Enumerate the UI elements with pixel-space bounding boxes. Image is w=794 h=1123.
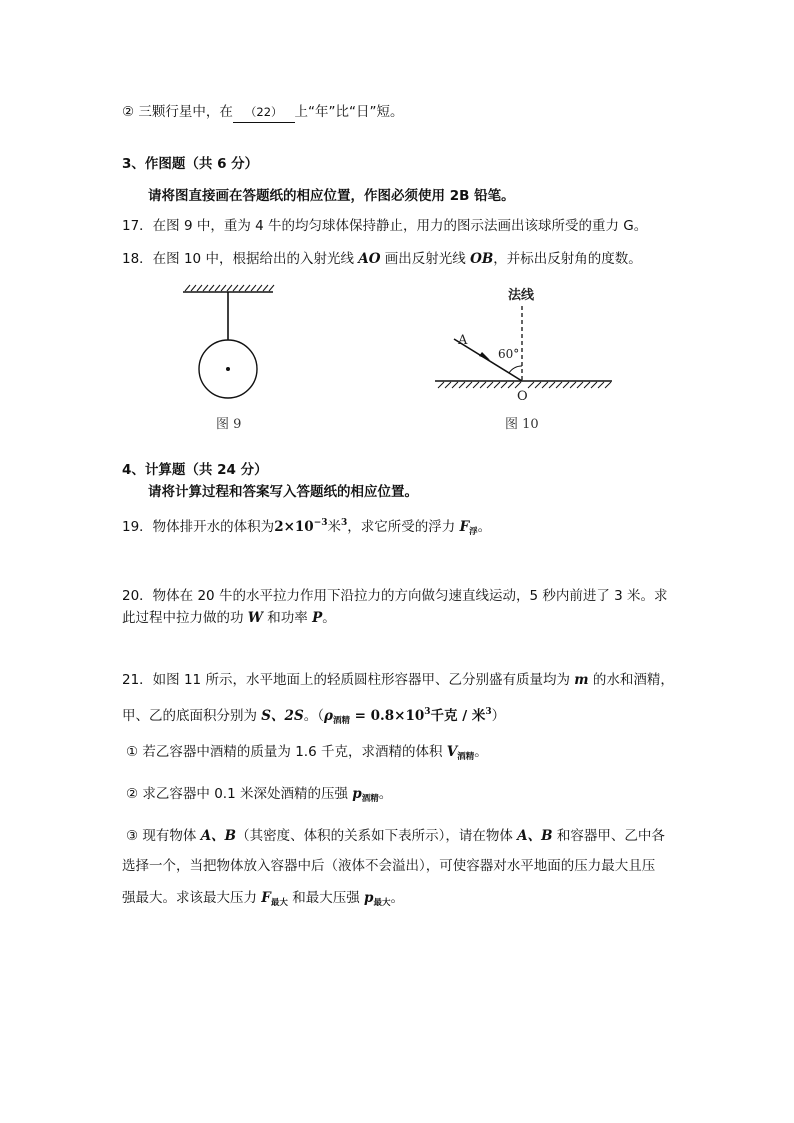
question-text: 。 (474, 744, 488, 760)
question-16-part-2 (122, 102, 404, 123)
question-20-line-1: 20．物体在 20 牛的水平拉力作用下沿拉力的方向做匀速直线运动，5 秒内前进了 3 米。求 (122, 588, 668, 604)
question-21-part-1 (126, 742, 488, 767)
density-exponent: 3 (424, 707, 431, 717)
point-a-label: A (458, 333, 468, 348)
power-symbol: P (312, 610, 323, 626)
volume-exponent: −3 (313, 518, 328, 528)
question-text: 的水和酒精， (588, 672, 674, 688)
angle-label: 60° (498, 347, 520, 361)
section-3-title: 3、作图题（共 6 分） (122, 156, 259, 172)
question-text: 。 (378, 786, 393, 802)
question-21-part-3-line-1 (126, 826, 665, 846)
pressure-subscript: 酒精 (361, 794, 379, 804)
density-unit-exponent: 3 (485, 707, 492, 717)
question-text: 。（ (303, 708, 324, 724)
circled-number: ② (126, 786, 139, 802)
force-symbol: F (261, 890, 271, 906)
mass-symbol: m (574, 672, 589, 688)
question-21-part-3-line-2: 选择一个，当把物体放入容器中后（液体不会溢出），可使容器对水平地面的压力最大且压 (122, 858, 656, 874)
question-text: 和容器甲、乙中各 (552, 828, 665, 844)
question-17: 17．在图 9 中，重为 4 牛的均匀球体保持静止，用力的图示法画出该球所受的重力 G。 (122, 218, 648, 234)
question-20-line-2 (122, 608, 336, 628)
question-text: ，并标出反射角的度数。 (493, 251, 642, 267)
buoyancy-subscript: 浮 (469, 527, 478, 537)
question-text: ） (491, 708, 506, 724)
question-21-part-2 (126, 784, 392, 809)
point-o-label: O (517, 389, 528, 402)
object-symbols: A、B (200, 828, 237, 844)
question-text: （其密度、体积的关系如下表所示），请在物体 (236, 828, 518, 844)
ray-ob-label: OB (470, 251, 494, 267)
work-symbol: W (247, 610, 263, 626)
question-text: 现有物体 (138, 828, 201, 844)
volume-symbol: V (446, 744, 458, 760)
question-text: 21．如图 11 所示，水平地面上的轻质圆柱形容器甲、乙分别盛有质量均为 (122, 672, 575, 688)
question-text: ，求它所受的浮力 (347, 519, 460, 535)
pressure-subscript: 最大 (373, 898, 391, 908)
question-19 (122, 513, 491, 542)
question-21-part-3-line-3 (122, 888, 404, 913)
circled-number: ③ (126, 828, 139, 844)
question-text: 。 (477, 519, 492, 535)
question-text: 若乙容器中酒精的质量为 1.6 千克，求酒精的体积 (138, 744, 447, 760)
question-text: 上“年”比“日”短。 (294, 104, 404, 120)
question-text: 和功率 (262, 610, 313, 626)
section-4-title: 4、计算题（共 24 分） (122, 462, 268, 478)
circled-number: ① (126, 744, 139, 760)
question-text: 。 (322, 610, 336, 626)
question-text: 甲、乙的底面积分别为 (122, 708, 262, 724)
question-text: 19．物体排开水的体积为 (122, 519, 275, 535)
question-text: 18．在图 10 中，根据给出的入射光线 (122, 251, 359, 267)
density-unit: 千克 / 米 (430, 708, 486, 724)
pressure-symbol: p (352, 786, 362, 802)
force-subscript: 最大 (270, 898, 288, 908)
question-text: 和最大压强 (287, 890, 364, 906)
volume-value: 2×10 (274, 519, 314, 535)
question-21-line-1 (122, 670, 674, 690)
pressure-symbol: p (364, 890, 374, 906)
question-text: 。 (390, 890, 404, 906)
figure-10-reflection (430, 282, 620, 402)
area-symbols: S、2S (261, 708, 304, 724)
question-18 (122, 249, 642, 269)
section-4-instruction: 请将计算过程和答案写入答题纸的相应位置。 (148, 484, 418, 500)
ray-ao-label: AO (358, 251, 381, 267)
question-text: 强最大。求该最大压力 (122, 890, 262, 906)
question-text: 求乙容器中 0.1 米深处酒精的压强 (138, 786, 353, 802)
normal-line-label: 法线 (508, 288, 535, 303)
volume-subscript: 酒精 (457, 752, 475, 762)
incident-ray-arrow (479, 352, 490, 360)
question-text: 此过程中拉力做的功 (122, 610, 248, 626)
density-subscript: 酒精 (332, 716, 350, 726)
object-symbols: A、B (517, 828, 553, 844)
unit-exponent: 3 (341, 518, 348, 528)
figure-9-hanging-ball (180, 282, 280, 407)
section-3-instruction: 请将图直接画在答题纸的相应位置，作图必须使用 2B 铅笔。 (148, 188, 515, 204)
question-text: 三颗行星中，在 (138, 104, 233, 120)
volume-unit: 米 (327, 519, 341, 535)
circled-number: ② (122, 104, 135, 120)
density-value: = 0.8×10 (349, 708, 425, 724)
buoyancy-symbol: F (459, 519, 470, 535)
density-symbol: ρ (323, 708, 333, 724)
question-21-line-2 (122, 702, 505, 731)
question-text: 画出反射光线 (380, 251, 471, 267)
figure-9-caption: 图 9 (216, 417, 242, 432)
figure-10-caption: 图 10 (505, 417, 539, 432)
answer-blank: （22） (233, 102, 295, 123)
angle-arc (509, 366, 522, 373)
